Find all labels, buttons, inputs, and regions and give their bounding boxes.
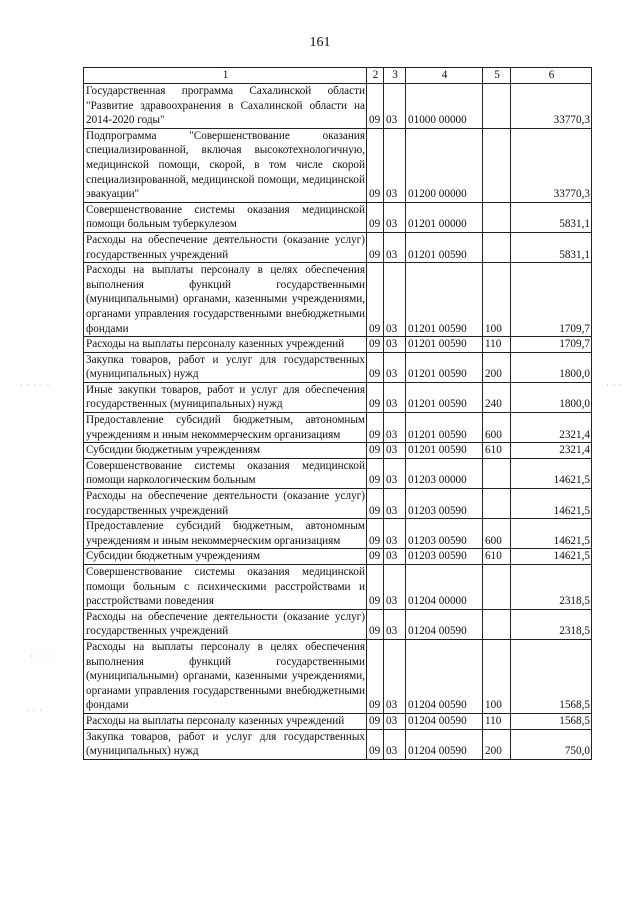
table-row <box>84 413 592 443</box>
row-expense-type <box>483 128 511 202</box>
row-section: 09 <box>367 713 384 729</box>
row-amount: 33770,3 <box>511 128 592 202</box>
header-col-1: 1 <box>84 68 367 84</box>
budget-table <box>83 67 592 760</box>
row-target-article: 01201 00000 <box>406 202 483 232</box>
row-name: Расходы на обеспечение деятельности (оказание услуг) государственных учреждений <box>84 609 367 639</box>
row-subsection: 03 <box>384 337 406 353</box>
row-subsection: 03 <box>384 565 406 610</box>
table-row <box>84 202 592 232</box>
row-expense-type <box>483 609 511 639</box>
row-section: 09 <box>367 352 384 382</box>
row-target-article: 01204 00590 <box>406 713 483 729</box>
row-subsection: 03 <box>384 729 406 759</box>
row-amount: 14621,5 <box>511 489 592 519</box>
row-amount: 1568,5 <box>511 639 592 713</box>
row-target-article: 01200 00000 <box>406 128 483 202</box>
row-target-article: 01201 00590 <box>406 443 483 459</box>
row-name: Совершенствование системы оказания медицинской помощи больным туберкулезом <box>84 202 367 232</box>
row-target-article: 01204 00590 <box>406 729 483 759</box>
row-amount: 2321,4 <box>511 443 592 459</box>
header-col-3: 3 <box>384 68 406 84</box>
table-row <box>84 458 592 488</box>
row-subsection: 03 <box>384 489 406 519</box>
row-subsection: 03 <box>384 639 406 713</box>
row-amount: 1800,0 <box>511 352 592 382</box>
row-section: 09 <box>367 202 384 232</box>
row-section: 09 <box>367 549 384 565</box>
row-target-article: 01204 00590 <box>406 609 483 639</box>
row-expense-type: 200 <box>483 352 511 382</box>
row-subsection: 03 <box>384 128 406 202</box>
row-section: 09 <box>367 128 384 202</box>
row-name: Расходы на обеспечение деятельности (оказание услуг) государственных учреждений <box>84 232 367 262</box>
table-row <box>84 352 592 382</box>
row-amount: 2318,5 <box>511 609 592 639</box>
table-row <box>84 337 592 353</box>
row-section: 09 <box>367 489 384 519</box>
header-col-2: 2 <box>367 68 384 84</box>
row-name: Закупка товаров, работ и услуг для государственных (муниципальных) нужд <box>84 352 367 382</box>
row-subsection: 03 <box>384 352 406 382</box>
row-expense-type: 610 <box>483 549 511 565</box>
row-target-article: 01203 00590 <box>406 549 483 565</box>
row-section: 09 <box>367 382 384 412</box>
row-subsection: 03 <box>384 84 406 129</box>
table-row <box>84 519 592 549</box>
row-target-article: 01201 00590 <box>406 352 483 382</box>
row-expense-type: 610 <box>483 443 511 459</box>
row-target-article: 01000 00000 <box>406 84 483 129</box>
row-target-article: 01201 00590 <box>406 232 483 262</box>
row-name: Расходы на обеспечение деятельности (оказание услуг) государственных учреждений <box>84 489 367 519</box>
row-name: Расходы на выплаты персоналу казенных учреждений <box>84 337 367 353</box>
row-name: Расходы на выплаты персоналу в целях обеспечения выполнения функций государственными (муниципальными) органами, казенными учреждениями, органами управления государственными внебюджетными фондами <box>84 639 367 713</box>
row-expense-type: 100 <box>483 639 511 713</box>
row-expense-type <box>483 202 511 232</box>
row-subsection: 03 <box>384 443 406 459</box>
table-row <box>84 128 592 202</box>
row-amount: 2321,4 <box>511 413 592 443</box>
row-amount: 14621,5 <box>511 458 592 488</box>
row-subsection: 03 <box>384 413 406 443</box>
table-row <box>84 549 592 565</box>
row-name: Подпрограмма "Совершенствование оказания специализированной, включая высокотехнологичную, медицинской помощи, скорой, в том числе скорой специализированной, медицинской помощи, медицинской эвакуации" <box>84 128 367 202</box>
row-name: Субсидии бюджетным учреждениям <box>84 443 367 459</box>
row-expense-type: 600 <box>483 519 511 549</box>
table-row <box>84 443 592 459</box>
table-row <box>84 609 592 639</box>
row-section: 09 <box>367 639 384 713</box>
header-col-5: 5 <box>483 68 511 84</box>
row-expense-type <box>483 565 511 610</box>
row-target-article: 01201 00590 <box>406 382 483 412</box>
row-expense-type: 110 <box>483 713 511 729</box>
row-amount: 5831,1 <box>511 232 592 262</box>
row-expense-type: 200 <box>483 729 511 759</box>
page-number: 161 <box>309 35 331 50</box>
row-section: 09 <box>367 413 384 443</box>
row-name: Предоставление субсидий бюджетным, автономным учреждениям и иным некоммерческим организациям <box>84 519 367 549</box>
table-row <box>84 489 592 519</box>
table-row <box>84 639 592 713</box>
table-row <box>84 565 592 610</box>
row-section: 09 <box>367 263 384 337</box>
row-section: 09 <box>367 337 384 353</box>
row-amount: 5831,1 <box>511 202 592 232</box>
row-section: 09 <box>367 565 384 610</box>
scan-artifact-left: · · · · · <box>20 381 51 390</box>
row-target-article: 01201 00590 <box>406 413 483 443</box>
row-expense-type: 240 <box>483 382 511 412</box>
table-row <box>84 713 592 729</box>
row-name: Субсидии бюджетным учреждениям <box>84 549 367 565</box>
table-header-row <box>84 68 592 84</box>
row-expense-type <box>483 84 511 129</box>
row-expense-type <box>483 458 511 488</box>
row-section: 09 <box>367 458 384 488</box>
scan-artifact-left-3: · · · <box>26 706 43 715</box>
row-target-article: 01204 00000 <box>406 565 483 610</box>
row-amount: 14621,5 <box>511 549 592 565</box>
row-amount: 33770,3 <box>511 84 592 129</box>
row-amount: 1709,7 <box>511 337 592 353</box>
table-row <box>84 729 592 759</box>
row-target-article: 01203 00000 <box>406 458 483 488</box>
row-expense-type <box>483 232 511 262</box>
row-subsection: 03 <box>384 609 406 639</box>
row-subsection: 03 <box>384 263 406 337</box>
row-target-article: 01204 00590 <box>406 639 483 713</box>
row-subsection: 03 <box>384 458 406 488</box>
row-target-article: 01203 00590 <box>406 489 483 519</box>
scan-artifact-left-2: · · · · <box>30 652 54 661</box>
table-row <box>84 382 592 412</box>
row-subsection: 03 <box>384 382 406 412</box>
row-name: Государственная программа Сахалинской области "Развитие здравоохранения в Сахалинской области на 2014-2020 годы" <box>84 84 367 129</box>
row-amount: 1800,0 <box>511 382 592 412</box>
row-expense-type <box>483 489 511 519</box>
row-name: Расходы на выплаты персоналу казенных учреждений <box>84 713 367 729</box>
row-expense-type: 100 <box>483 263 511 337</box>
row-name: Предоставление субсидий бюджетным, автономным учреждениям и иным некоммерческим организациям <box>84 413 367 443</box>
row-name: Иные закупки товаров, работ и услуг для обеспечения государственных (муниципальных) нужд <box>84 382 367 412</box>
row-section: 09 <box>367 609 384 639</box>
row-section: 09 <box>367 519 384 549</box>
row-name: Расходы на выплаты персоналу в целях обеспечения выполнения функций государственными (муниципальными) органами, казенными учреждениями, органами управления государственными внебюджетными фондами <box>84 263 367 337</box>
header-col-4: 4 <box>406 68 483 84</box>
row-subsection: 03 <box>384 202 406 232</box>
row-name: Закупка товаров, работ и услуг для государственных (муниципальных) нужд <box>84 729 367 759</box>
row-amount: 750,0 <box>511 729 592 759</box>
header-col-6: 6 <box>511 68 592 84</box>
row-amount: 2318,5 <box>511 565 592 610</box>
table-row <box>84 263 592 337</box>
row-name: Совершенствование системы оказания медицинской помощи больным с психическими расстройствами и расстройствами поведения <box>84 565 367 610</box>
row-amount: 1568,5 <box>511 713 592 729</box>
scan-artifact-right: · · · <box>606 381 623 390</box>
row-expense-type: 600 <box>483 413 511 443</box>
row-name: Совершенствование системы оказания медицинской помощи наркологическим больным <box>84 458 367 488</box>
row-target-article: 01201 00590 <box>406 337 483 353</box>
row-target-article: 01203 00590 <box>406 519 483 549</box>
row-section: 09 <box>367 443 384 459</box>
row-subsection: 03 <box>384 519 406 549</box>
table-row <box>84 232 592 262</box>
row-amount: 14621,5 <box>511 519 592 549</box>
table-row <box>84 84 592 129</box>
row-section: 09 <box>367 232 384 262</box>
row-target-article: 01201 00590 <box>406 263 483 337</box>
row-subsection: 03 <box>384 713 406 729</box>
row-expense-type: 110 <box>483 337 511 353</box>
row-amount: 1709,7 <box>511 263 592 337</box>
row-subsection: 03 <box>384 549 406 565</box>
row-section: 09 <box>367 84 384 129</box>
row-subsection: 03 <box>384 232 406 262</box>
row-section: 09 <box>367 729 384 759</box>
